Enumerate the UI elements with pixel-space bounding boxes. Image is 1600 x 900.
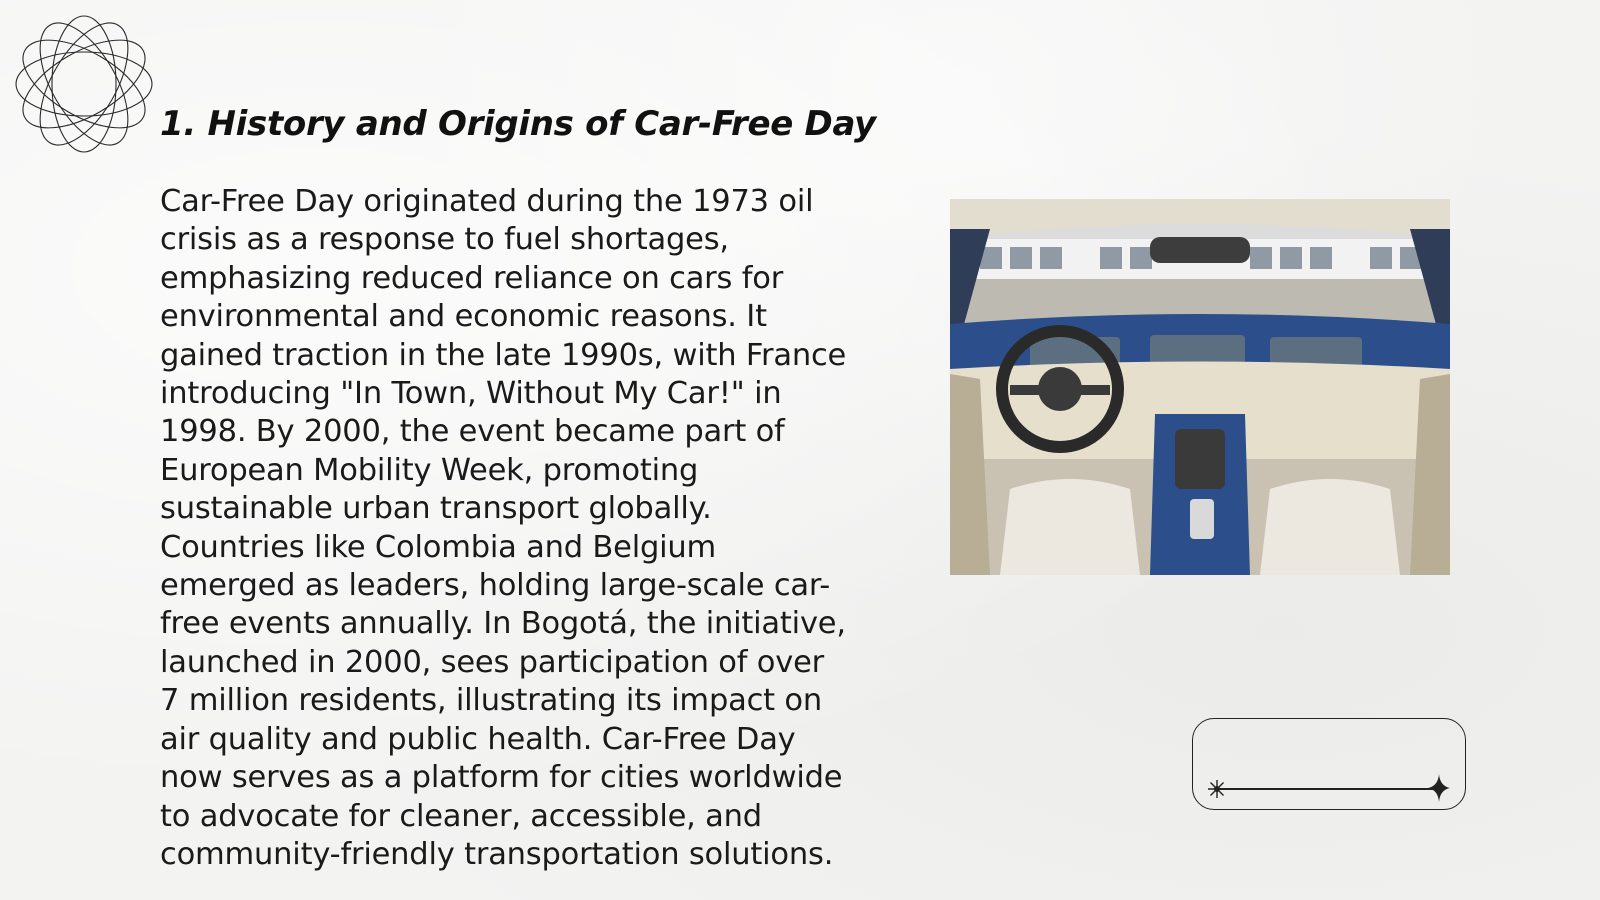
sparkle-icon (1428, 774, 1450, 802)
decorative-frame (1192, 718, 1466, 810)
decorative-line (1216, 788, 1438, 790)
body-paragraph: Car-Free Day originated during the 1973 oil crisis as a response to fuel shortages, emphasizing reduced reliance on cars for environmental and economic reasons. It gained traction in the late 1990s, with France introducing "In Town, Without My Car!" in 1998. By 2000, the event became part of European Mobility Week, promoting sustainable urban transport globally. Countries like Colombia and Belgium emerged as leaders, holding large-scale car-free events annually. In Bogotá, the initiative, launched in 2000, sees participation of over 7 million residents, illustrating its impact on air quality and public health. Car-Free Day now serves as a platform for cities worldwide to advocate for cleaner, accessible, and community-friendly transportation solutions. (160, 184, 847, 872)
orbit-ornament-icon (10, 10, 158, 158)
starburst-icon (1206, 778, 1228, 800)
car-interior-photo (950, 199, 1450, 575)
slide-title: 1. History and Origins of Car-Free Day (160, 104, 876, 144)
